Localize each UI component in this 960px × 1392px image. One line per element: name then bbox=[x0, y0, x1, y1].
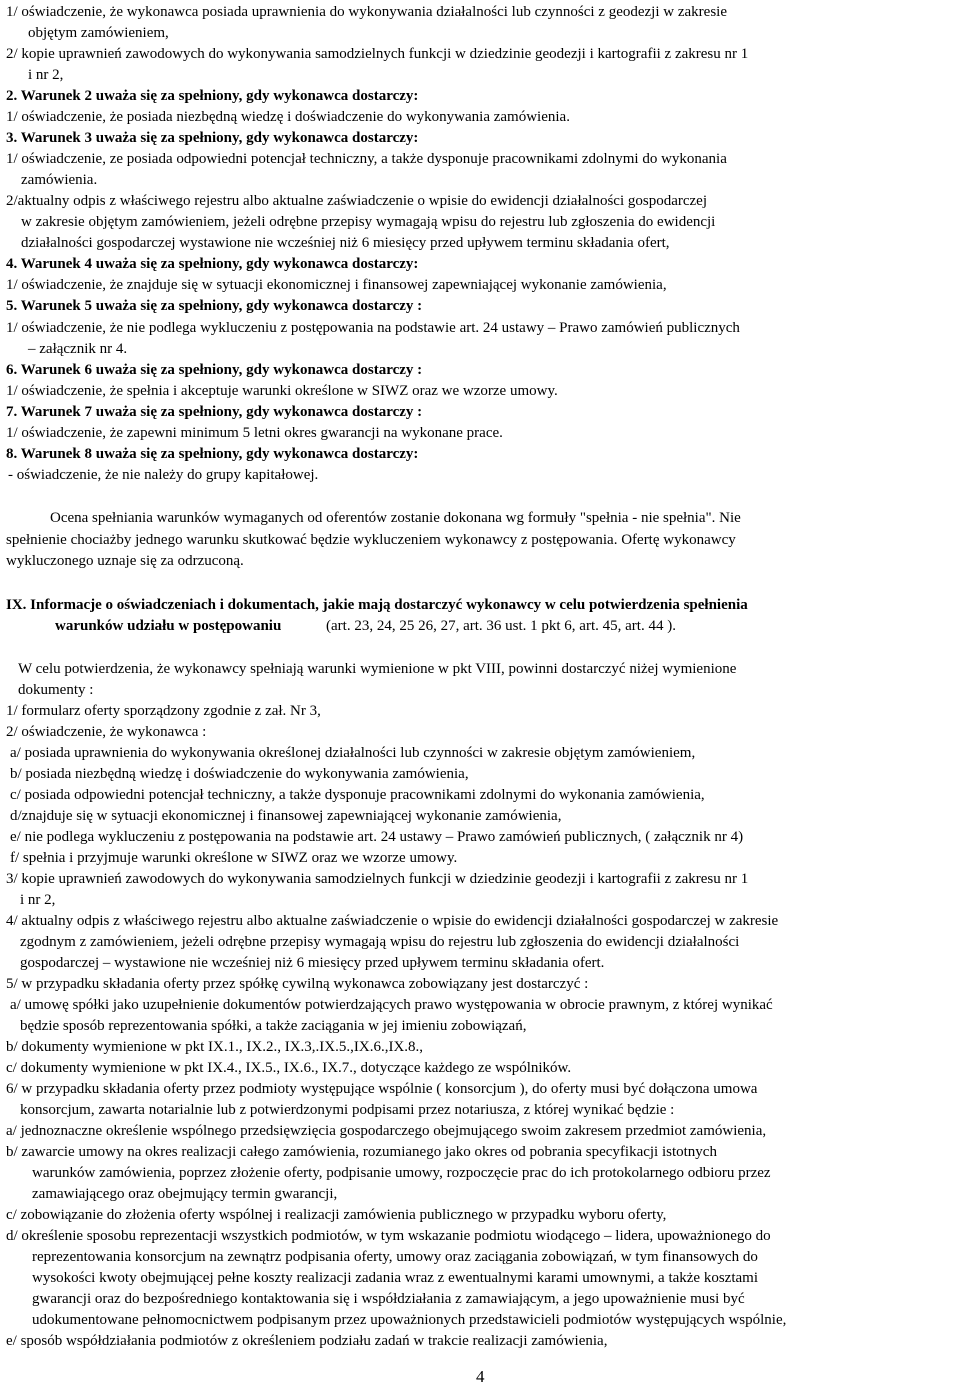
text-line: działalności gospodarczej wystawione nie wcześniej niż 6 miesięcy przed upływem terminu składania ofert, bbox=[21, 235, 670, 251]
text-line: a/ jednoznaczne określenie wspólnego przedsięwzięcia gospodarczego obejmującego swoim zakresem przedmiot zamówienia, bbox=[6, 1123, 767, 1139]
text-line: Ocena spełniania warunków wymaganych od oferentów zostanie dokonana wg formuły "spełnia - nie spełnia". Nie bbox=[50, 510, 741, 526]
text-line: a/ posiada uprawnienia do wykonywania określonej działalności lub czynności w zakresie objętym zamówieniem, bbox=[10, 745, 696, 761]
text-line: będzie sposób reprezentowania spółki, a także zaciągania w jej imieniu zobowiązań, bbox=[20, 1018, 527, 1034]
text-line: i nr 2, bbox=[28, 67, 64, 83]
text-line: gospodarczej – wystawione nie wcześniej niż 6 miesięcy przed upływem terminu składania ofert. bbox=[20, 955, 605, 971]
text-line: c/ zobowiązanie do złożenia oferty wspólnej i realizacji zamówienia publicznego w przypadku wyboru oferty, bbox=[6, 1207, 667, 1223]
text-line: 1/ oświadczenie, że posiada niezbędną wiedzę i doświadczenie do wykonywania zamówienia. bbox=[6, 109, 570, 125]
text-line: i nr 2, bbox=[20, 892, 56, 908]
section-heading: 6. Warunek 6 uważa się za spełniony, gdy wykonawca dostarczy : bbox=[6, 362, 423, 378]
text-line: 1/ oświadczenie, że zapewni minimum 5 letni okres gwarancji na wykonane prace. bbox=[6, 425, 503, 441]
section-heading: 4. Warunek 4 uważa się za spełniony, gdy wykonawca dostarczy: bbox=[6, 256, 419, 272]
text-line: reprezentowania konsorcjum na zewnątrz podpisania oferty, umowy oraz zaciągania zobowiązań, w tym finansowych do bbox=[32, 1249, 758, 1265]
section-heading: 8. Warunek 8 uważa się za spełniony, gdy wykonawca dostarczy: bbox=[6, 446, 419, 462]
text-line: spełnienie chociażby jednego warunku skutkować będzie wykluczeniem wykonawcy z postępowania. Ofertę wykonawcy bbox=[6, 532, 736, 548]
text-line: wysokości kwoty obejmującej pełne koszty realizacji zadania wraz z ewentualnymi karami umownymi, a także kosztami bbox=[32, 1270, 758, 1286]
text-line: 1/ oświadczenie, że spełnia i akceptuje warunki określone w SIWZ oraz we wzorze umowy. bbox=[6, 383, 558, 399]
text-line: udokumentowane pełnomocnictwem podpisanym przez upoważnionych przedstawicieli podmiotów występujących wspólnie, bbox=[32, 1312, 787, 1328]
text-line: - oświadczenie, że nie należy do grupy kapitałowej. bbox=[8, 467, 319, 483]
text-line: 4/ aktualny odpis z właściwego rejestru albo aktualne zaświadczenie o wpisie do ewidencji działalności gospodarczej w zakresie bbox=[6, 913, 779, 929]
text-line: 2/ oświadczenie, że wykonawca : bbox=[6, 724, 207, 740]
section-heading: 5. Warunek 5 uważa się za spełniony, gdy wykonawca dostarczy : bbox=[6, 298, 423, 314]
text-line: warunków zamówienia, poprzez złożenie oferty, podpisanie umowy, rozpoczęcie prac do ich protokolarnego odbioru przez bbox=[32, 1165, 771, 1181]
text-line: zgodnym z zamówieniem, jeżeli odrębne przepisy wymagają wpisu do rejestru lub zgłoszenia do ewidencji działalności bbox=[20, 934, 740, 950]
text-line: b/ zawarcie umowy na okres realizacji całego zamówienia, rozumianego jako okres od pobrania specyfikacji istotnych bbox=[6, 1144, 717, 1160]
text-line: W celu potwierdzenia, że wykonawcy spełniają warunki wymienione w pkt VIII, powinni dostarczyć niżej wymienione bbox=[18, 661, 737, 677]
text-line: b/ posiada niezbędną wiedzę i doświadczenie do wykonywania zamówienia, bbox=[10, 766, 469, 782]
section-heading: IX. Informacje o oświadczeniach i dokumentach, jakie mają dostarczyć wykonawcy w celu potwierdzenia spełnienia bbox=[6, 597, 748, 613]
text-line: 1/ oświadczenie, ze posiada odpowiedni potencjał techniczny, a także dysponuje pracownikami zdolnymi do wykonania bbox=[6, 151, 727, 167]
text-line: konsorcjum, zawarta notarialnie lub z potwierdzonymi podpisami przez notariusza, z której wynikać będzie : bbox=[20, 1102, 675, 1118]
text-line: d/znajduje się w sytuacji ekonomicznej i finansowej zapewniającej wykonanie zamówienia, bbox=[10, 808, 562, 824]
text-line: 5/ w przypadku składania oferty przez spółkę cywilną wykonawca zobowiązany jest dostarczyć : bbox=[6, 976, 589, 992]
text-line: c/ posiada odpowiedni potencjał techniczny, a także dysponuje pracownikami zdolnymi do wykonania zamówienia, bbox=[10, 787, 705, 803]
text-line: 1/ oświadczenie, że nie podlega wykluczeniu z postępowania na podstawie art. 24 ustawy – Prawo zamówień publicznych bbox=[6, 320, 740, 336]
section-heading: 3. Warunek 3 uważa się za spełniony, gdy wykonawca dostarczy: bbox=[6, 130, 419, 146]
text-line: 2/ kopie uprawnień zawodowych do wykonywania samodzielnych funkcji w dziedzinie geodezji i kartografii z zakresu nr 1 bbox=[6, 46, 749, 62]
text-line: zamówienia. bbox=[21, 172, 98, 188]
text-line: d/ określenie sposobu reprezentacji wszystkich podmiotów, w tym wskazanie podmiotu wiodącego – lidera, upoważnionego do bbox=[6, 1228, 771, 1244]
text-line: 1/ formularz oferty sporządzony zgodnie z zał. Nr 3, bbox=[6, 703, 321, 719]
page-number: 4 bbox=[476, 1367, 485, 1386]
text-line: c/ dokumenty wymienione w pkt IX.4., IX.5., IX.6., IX.7., dotyczące każdego ze wspólników. bbox=[6, 1060, 572, 1076]
text-line: 1/ oświadczenie, że znajduje się w sytuacji ekonomicznej i finansowej zapewniającej wykonanie zamówienia, bbox=[6, 277, 667, 293]
text-line: (art. 23, 24, 25 26, 27, art. 36 ust. 1 pkt 6, art. 45, art. 44 ). bbox=[326, 618, 676, 634]
section-heading: warunków udziału w postępowaniu bbox=[55, 618, 282, 634]
text-line: w zakresie objętym zamówieniem, jeżeli odrębne przepisy wymagają wpisu do rejestru lub zgłoszenia do ewidencji bbox=[21, 214, 716, 230]
text-line: a/ umowę spółki jako uzupełnienie dokumentów potwierdzających prawo występowania w obrocie prawnym, z której wynikać bbox=[10, 997, 773, 1013]
text-line: e/ sposób współdziałania podmiotów z określeniem podziału zadań w trakcie realizacji zamówienia, bbox=[6, 1333, 608, 1349]
text-line: 1/ oświadczenie, że wykonawca posiada uprawnienia do wykonywania działalności lub czynności z geodezji w zakresie bbox=[6, 4, 727, 20]
text-line: b/ dokumenty wymienione w pkt IX.1., IX.2., IX.3,.IX.5.,IX.6.,IX.8., bbox=[6, 1039, 424, 1055]
section-heading: 7. Warunek 7 uważa się za spełniony, gdy wykonawca dostarczy : bbox=[6, 404, 423, 420]
text-line: – załącznik nr 4. bbox=[28, 341, 128, 357]
text-line: wykluczonego uznaje się za odrzuconą. bbox=[6, 553, 244, 569]
text-line: 6/ w przypadku składania oferty przez podmioty występujące wspólnie ( konsorcjum ), do oferty musi być dołączona umowa bbox=[6, 1081, 758, 1097]
text-line: 2/aktualny odpis z właściwego rejestru albo aktualne zaświadczenie o wpisie do ewidencji działalności gospodarczej bbox=[6, 193, 708, 209]
text-line: e/ nie podlega wykluczeniu z postępowania na podstawie art. 24 ustawy – Prawo zamówień publicznych, ( załącznik nr 4) bbox=[10, 829, 744, 845]
text-line: objętym zamówieniem, bbox=[28, 25, 169, 41]
text-line: zamawiającego oraz obejmujący termin gwarancji, bbox=[32, 1186, 338, 1202]
section-heading: 2. Warunek 2 uważa się za spełniony, gdy wykonawca dostarczy: bbox=[6, 88, 419, 104]
text-line: f/ spełnia i przyjmuje warunki określone w SIWZ oraz we wzorze umowy. bbox=[10, 850, 458, 866]
text-line: gwarancji oraz do bezpośredniego kontaktowania się i współdziałania z zamawiającym, a jego upoważnienie musi być bbox=[32, 1291, 745, 1307]
text-line: dokumenty : bbox=[18, 682, 94, 698]
text-line: 3/ kopie uprawnień zawodowych do wykonywania samodzielnych funkcji w dziedzinie geodezji i kartografii z zakresu nr 1 bbox=[6, 871, 749, 887]
